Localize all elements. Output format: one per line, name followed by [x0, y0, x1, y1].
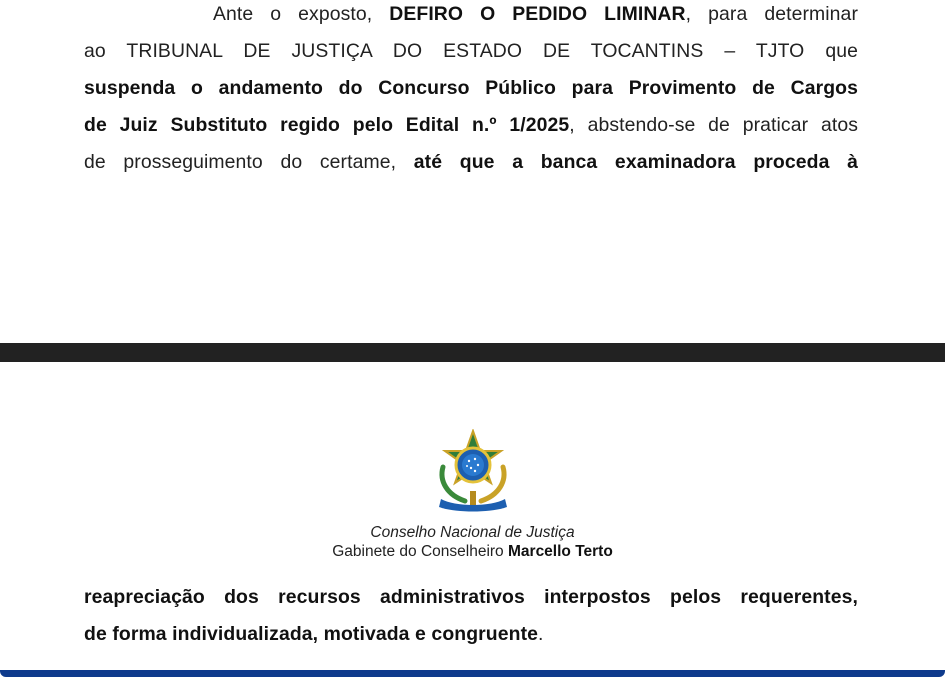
office-line: [0, 542, 945, 562]
paragraph-line: [84, 33, 858, 70]
paragraph-line: [84, 0, 858, 33]
text-span: , abstendo-se de praticar atos: [569, 114, 859, 136]
document-page-bottom: [0, 362, 945, 677]
viewer-frame-edge: [0, 670, 945, 677]
paragraph-line: [84, 70, 858, 107]
brazil-coat-of-arms-icon: [425, 429, 521, 513]
office-prefix: Gabinete do Conselheiro: [332, 543, 508, 560]
document-header: [0, 429, 945, 562]
councillor-name: Marcello Terto: [508, 543, 613, 560]
page-break-divider: [0, 343, 945, 362]
paragraph-line: [84, 616, 858, 653]
bold-text-span: até que a banca examinadora proceda à: [413, 151, 858, 173]
paragraph-line: [84, 579, 858, 616]
text-span: .: [538, 623, 544, 645]
bold-text-span: reapreciação dos recursos administrativos interpostos pelos requerentes,: [84, 586, 858, 608]
text-span: ao TRIBUNAL DE JUSTIÇA DO ESTADO DE TOCANTINS – TJTO que: [84, 40, 858, 62]
bold-text-span: DEFIRO O PEDIDO LIMINAR: [389, 3, 686, 25]
decision-paragraph-continuation: [84, 579, 858, 653]
text-span: , para determinar: [685, 3, 858, 25]
bold-text-span: suspenda o andamento do Concurso Público para Provimento de Cargos: [84, 77, 858, 99]
paragraph-line: [84, 107, 858, 144]
decision-paragraph: [84, 0, 858, 181]
text-span: de prosseguimento do certame,: [84, 151, 414, 173]
bold-text-span: de Juiz Substituto regido pelo Edital n.º 1/2025: [84, 114, 570, 136]
text-span: Ante o exposto,: [213, 3, 390, 25]
institution-name: Conselho Nacional de Justiça: [370, 524, 575, 541]
bold-text-span: de forma individualizada, motivada e congruente: [84, 623, 539, 645]
paragraph-line: [84, 144, 858, 181]
